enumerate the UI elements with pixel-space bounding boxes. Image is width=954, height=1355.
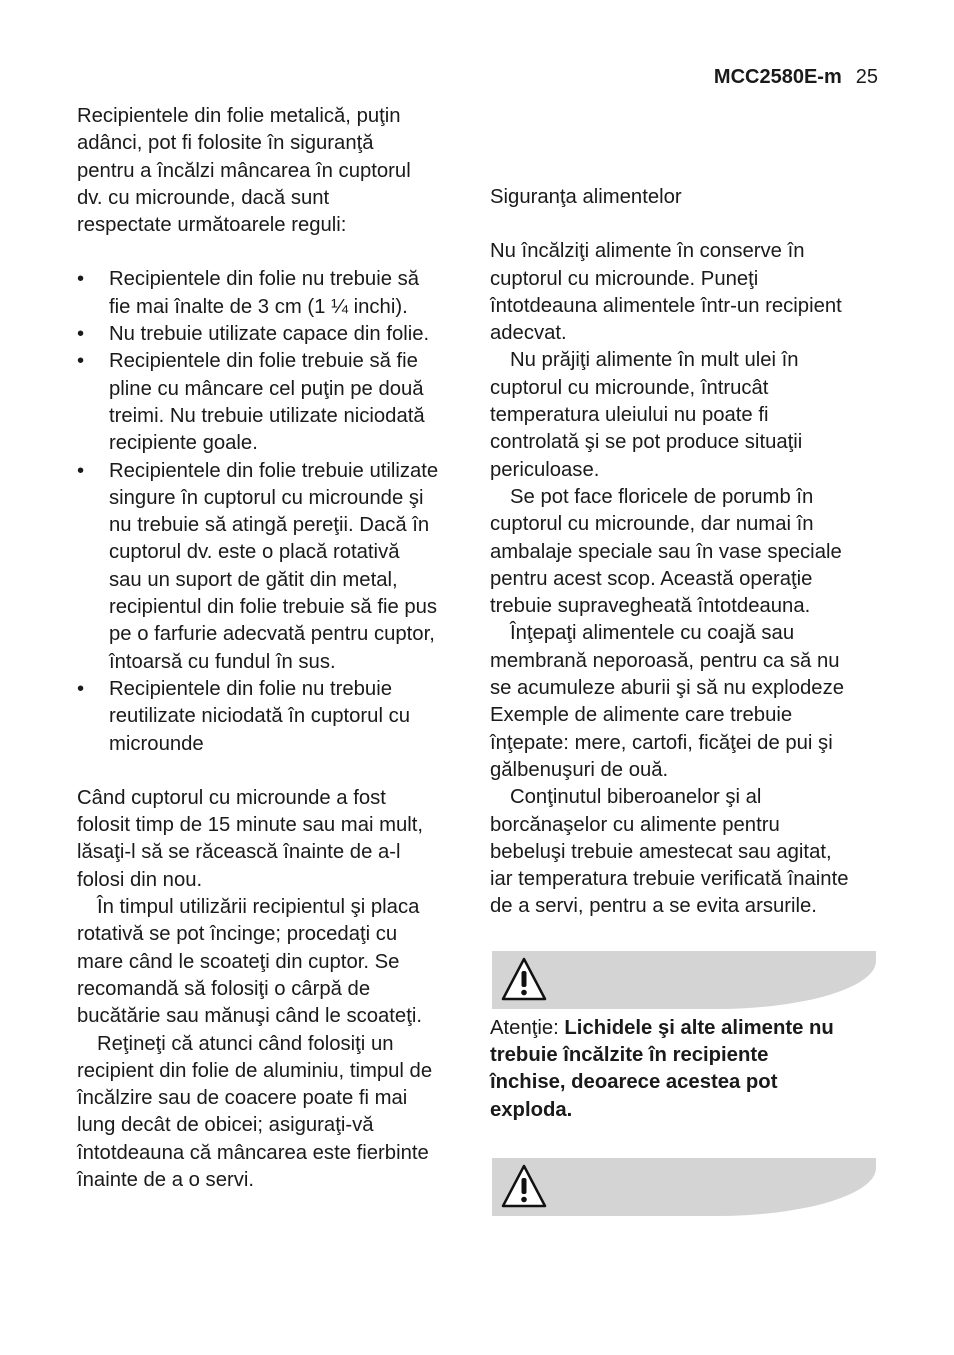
page-number: 25 xyxy=(855,66,878,88)
oil-paragraph: Nu prăjiţi alimente în mult ulei în cuptorul cu microunde, întrucât temperatura uleiului nu poate fi controlată şi se pot produce situaţii periculoase. xyxy=(490,349,803,481)
list-item: • Nu trebuie utilizate capace din folie. xyxy=(77,321,472,348)
bullet-icon: • xyxy=(77,677,85,700)
bullet-icon: • xyxy=(77,459,85,482)
bullet-icon: • xyxy=(77,323,85,346)
cans-paragraph: Nu încălziţi alimente în conserve în cuptorul cu microunde. Puneţi întotdeauna alimentele într-un recipient adecvat. xyxy=(490,240,842,345)
section-title: Siguranţa alimentelor xyxy=(490,186,682,208)
warning-label: Atenţie: xyxy=(490,1016,559,1039)
list-item: • Recipientele din folie nu trebuie să fie mai înalte de 3 cm (1 ¼ inchi). xyxy=(77,268,420,318)
rules-list xyxy=(77,266,472,757)
bullet-icon: • xyxy=(77,350,85,373)
baby-food-paragraph: Conţinutul biberoanelor şi al borcănaşelor cu alimente pentru bebeluşi trebuie amestecat sau agitat, iar temperatura trebuie verificată înainte de a servi, pentru a se evita arsurile. xyxy=(490,786,849,918)
list-item: • Recipientele din folie nu trebuie reutilizate niciodată în cuptorul cu microunde xyxy=(77,677,411,755)
warning-triangle-icon xyxy=(500,955,548,1003)
warning-banner xyxy=(492,951,876,1009)
hot-turntable-paragraph: În timpul utilizării recipientul şi placa rotativă se pot încinge; procedaţi cu mare când le scoateţi din cuptor. Se recomandă să folosiţi o cârpă de bucătărie sau mănuşi când le scoateţi. xyxy=(77,896,422,1028)
pierce-paragraph: Înţepaţi alimentele cu coajă sau membrană neporoasă, pentru ca să nu se acumuleze aburii şi să nu explodeze Exemple de alimente care trebuie înţepate: mere, cartofi, ficăţei de pui şi gălbenuşuri de ouă. xyxy=(490,622,845,781)
model-number: MCC2580E-m xyxy=(713,66,842,88)
cooling-paragraph: Când cuptorul cu microunde a fost folosit timp de 15 minute sau mai mult, lăsaţi-l să se răcească înainte de a-l folosi din nou. xyxy=(77,786,424,891)
bullet-icon: • xyxy=(77,268,85,291)
warning-banner-2 xyxy=(492,1158,876,1216)
page-header xyxy=(714,62,878,92)
list-item: • Recipientele din folie trebuie utilizate singure în cuptorul cu microunde şi nu trebuie să atingă pereţii. Dacă în cuptorul dv. este o placă rotativă sau un suport de gătit din metal, recipientul din folie trebuie să fie pus pe o farfurie adecvată pentru cuptor, întoarsă cu fundul în sus. xyxy=(77,459,439,673)
warning-text: Atenţie: Lichidele şi alte alimente nu trebuie încălzite în recipiente închise, deoarece acestea pot exploda. xyxy=(490,1016,834,1121)
warning-triangle-icon xyxy=(500,1162,548,1210)
foil-time-paragraph: Reţineţi că atunci când folosiţi un recipient din folie de aluminiu, timpul de încălzire sau de coacere poate fi mai lung decât de obicei; asiguraţi-vă întotdeauna că mâncarea este fierbinte înainte de a o servi. xyxy=(77,1032,433,1191)
right-column xyxy=(490,184,882,1216)
left-column xyxy=(77,103,472,1194)
list-item: • Recipientele din folie trebuie să fie pline cu mâncare cel puţin pe două treimi. Nu trebuie utilizate niciodată recipiente goale. xyxy=(77,350,425,455)
popcorn-paragraph: Se pot face floricele de porumb în cuptorul cu microunde, dar numai în ambalaje speciale sau în vase speciale pentru acest scop. Această operaţie trebuie supravegheată întotdeauna. xyxy=(490,485,842,618)
intro-paragraph: Recipientele din folie metalică, puţin adânci, pot fi folosite în siguranţă pentru a încălzi mâncarea în cuptorul dv. cu microunde, dacă sunt respectate următoarele reguli: xyxy=(77,105,411,237)
